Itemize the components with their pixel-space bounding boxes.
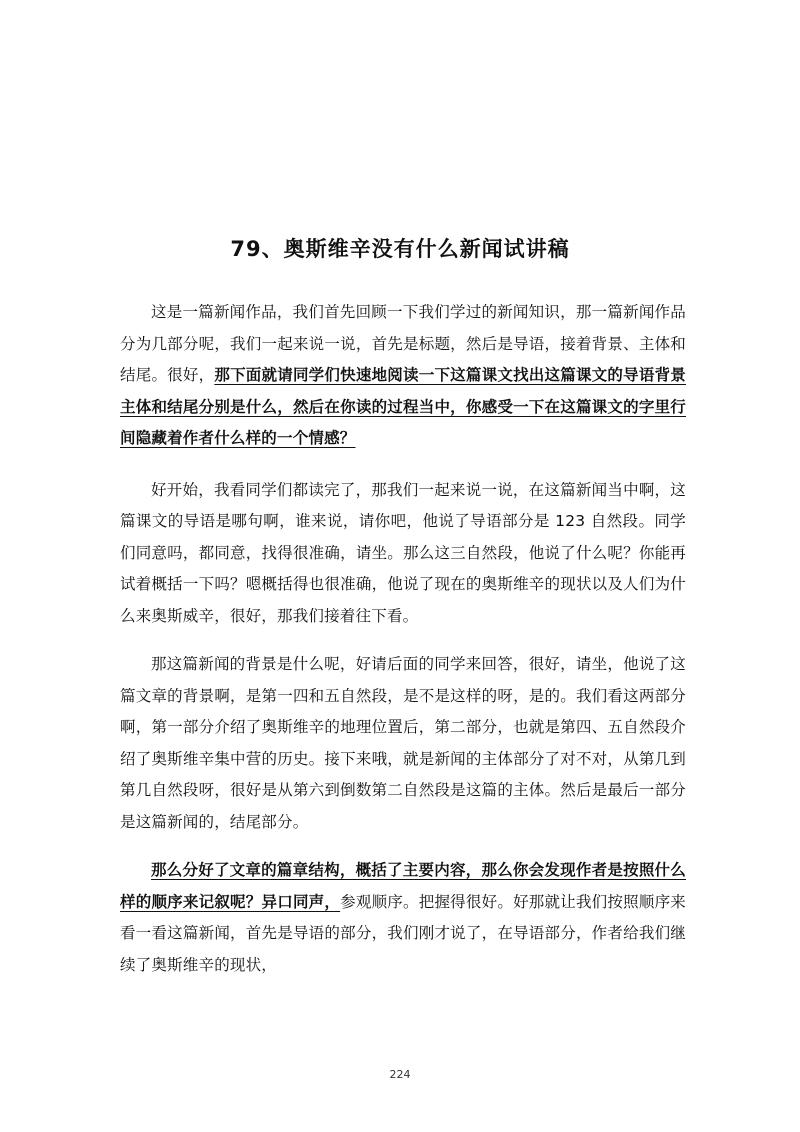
paragraph-background-text: 那这篇新闻的背景是什么呢，好请后面的同学来回答，很好，请坐，他说了这篇文章的背景啊，是第一四和五自然段，是不是这样的呀，是的。我们看这两部分啊，第一部分介绍了奥斯维辛的地理位置后，第二部分，也就是第四、五自然段介绍了奥斯维辛集中营的历史。接下来哦，就是新闻的主体部分了对不对，从第几到第几自然段呀，很好是从第六到倒数第二自然段是这篇的主体。然后是最后一部分是这篇新闻的，结尾部分。 — [120, 655, 686, 831]
paragraph-structure — [120, 855, 686, 981]
page-number: 224 — [389, 1068, 411, 1081]
paragraph-structure-emphasis: 那么分好了文章的篇章结构，概括了主要内容，那么你会发现作者是按照什么样的顺序来记叙呢？异口同声， — [120, 861, 686, 911]
paragraph-lead — [120, 475, 686, 633]
paragraph-structure-text: 参观顺序。把握得很好。好那就让我们按照顺序来看一看这篇新闻，首先是导语的部分，我们刚才说了，在导语部分，作者给我们继续了奥斯维辛的现状， — [120, 892, 686, 974]
paragraph-lead-text: 好开始，我看同学们都读完了，那我们一起来说一说，在这篇新闻当中啊，这篇课文的导语是哪句啊，谁来说，请你吧，他说了导语部分是 123 自然段。同学们同意吗，都同意，找得很准确，请坐。那么这三自然段，他说了什么呢？你能再试着概括一下吗？嗯概括得也很准确，他说了现在的奥斯维辛的现状以及人们为什么来奥斯威辛，很好，那我们接着往下看。 — [120, 480, 686, 625]
paragraph-background — [120, 649, 686, 838]
body-text — [120, 297, 686, 1001]
page-title: 79、奥斯维辛没有什么新闻试讲稿 — [230, 237, 570, 261]
paragraph-intro-text: 这是一篇新闻作品，我们首先回顾一下我们学过的新闻知识，那一篇新闻作品分为几部分呢，我们一起来说一说，首先是标题，然后是导语，接着背景、主体和结尾。很好， — [120, 303, 686, 384]
paragraph-intro — [120, 297, 686, 455]
paragraph-intro-emphasis: 那下面就请同学们快速地阅读一下这篇课文找出这篇课文的导语背景主体和结尾分别是什么，然后在你读的过程当中，你感受一下在这篇课文的字里行间隐藏着作者什么样的一个情感？ — [120, 366, 686, 447]
